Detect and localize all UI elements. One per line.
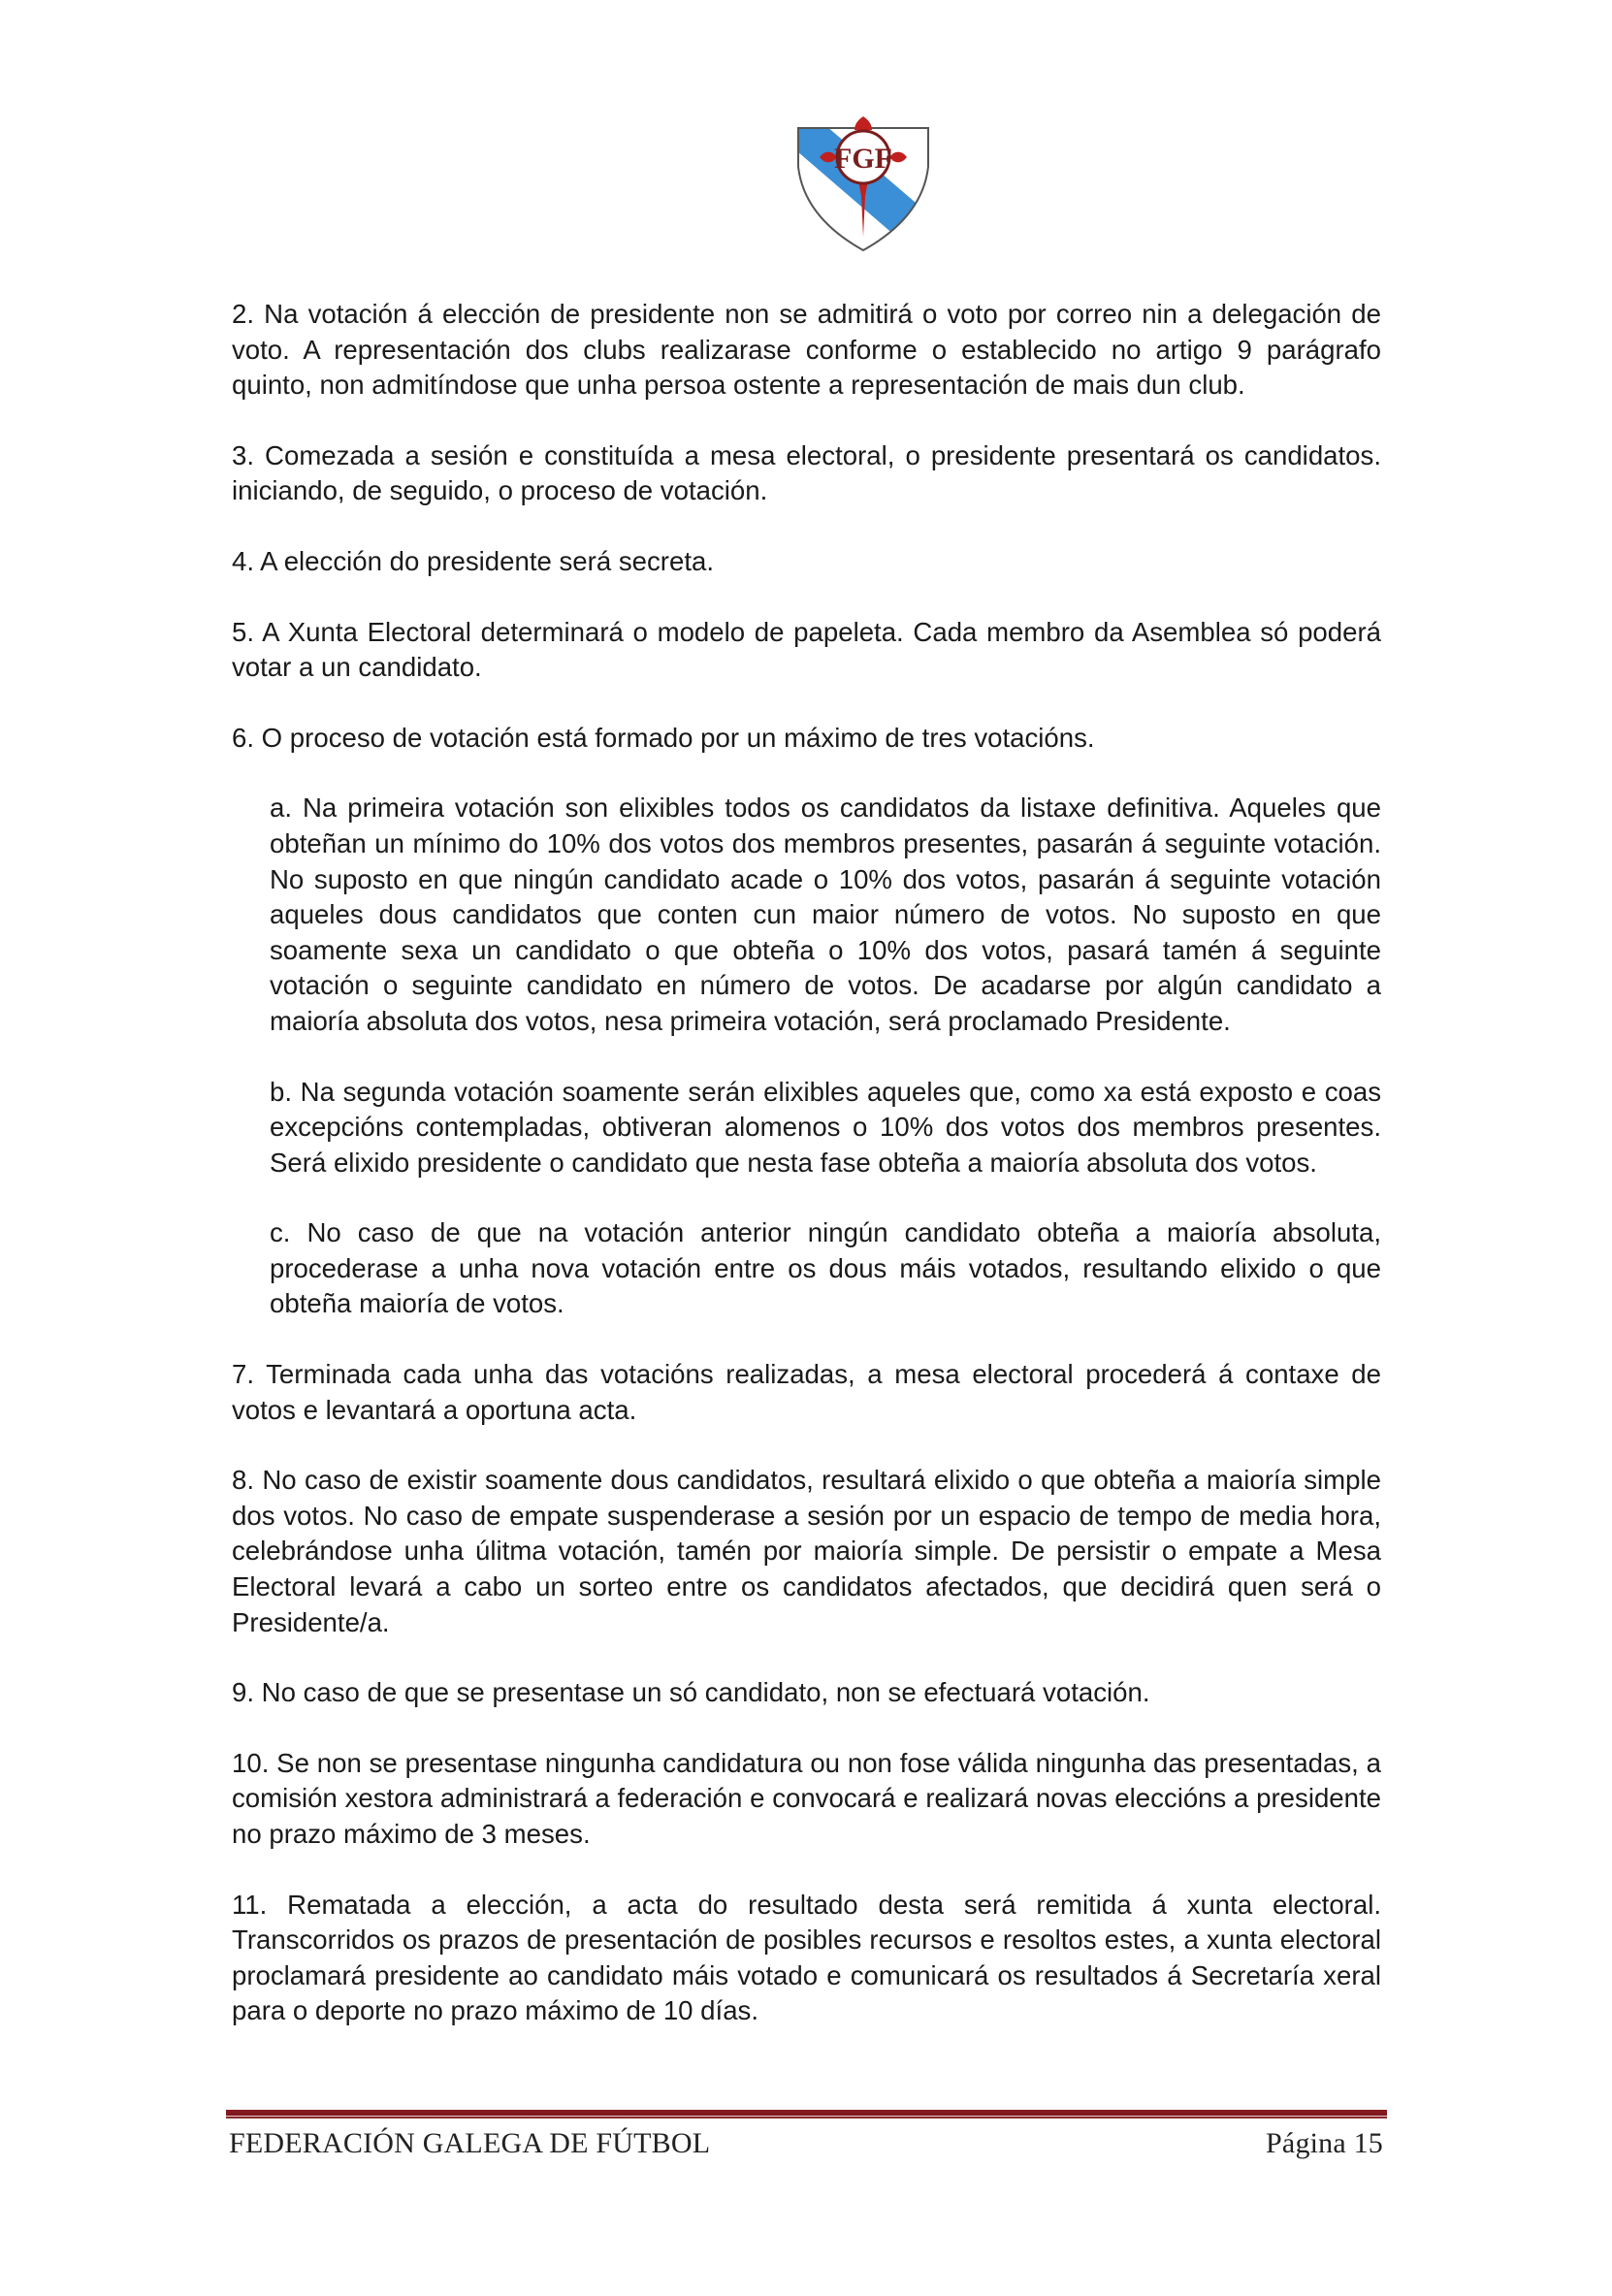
page-footer bbox=[229, 2127, 1383, 2160]
paragraph-6: 6. O proceso de votación está formado por un máximo de tres votacións. bbox=[232, 722, 1095, 753]
sub-item-c: c. No caso de que na votación anterior ningún candidato obteña a maioría absoluta, procederase a unha nova votación entre os dous máis votados, resultando elixido o que obteña maioría de votos. bbox=[270, 1217, 1381, 1319]
paragraph-8: 8. No caso de existir soamente dous candidatos, resultará elixido o que obteña a maioría simple dos votos. No caso de empate suspenderase a sesión por un espacio de tempo de media hora, celebrándose unha úlitma votación, tamén por maioría simple. De persistir o empate a Mesa Electoral levará a cabo un sorteo entre os candidatos afectados, que decidirá quen será o Presidente/a. bbox=[232, 1465, 1381, 1637]
sub-item-b: b. Na segunda votación soamente serán elixibles aqueles que, como xa está exposto e coas excepcións contempladas, obtiveran alomenos o 10% dos votos dos membros presentes. Será elixido presidente o candidato que nesta fase obteña a maioría absoluta dos votos. bbox=[270, 1076, 1381, 1178]
footer-divider bbox=[226, 2110, 1387, 2119]
paragraph-9: 9. No caso de que se presentase un só candidato, non se efectuará votación. bbox=[232, 1677, 1150, 1708]
footer-organization: FEDERACIÓN GALEGA DE FÚTBOL bbox=[229, 2127, 711, 2159]
sub-item-a: a. Na primeira votación son elixibles todos os candidatos da listaxe definitiva. Aqueles que obteñan un mínimo do 10% dos votos dos membros presentes, pasarán á seguinte votación. No suposto en que ningún candidato acade o 10% dos votos, pasarán á seguinte votación aqueles dous candidatos que conten cun maior número de votos. No suposto en que soamente sexa un candidato o que obteña o 10% dos votos, pasará tamén á seguinte votación o seguinte candidato en número de votos. De acadarse por algún candidato a maioría absoluta dos votos, nesa primeira votación, será proclamado Presidente. bbox=[270, 792, 1381, 1036]
paragraph-5: 5. A Xunta Electoral determinará o modelo de papeleta. Cada membro da Asemblea só poderá votar a un candidato. bbox=[232, 616, 1381, 683]
footer-divider-thin bbox=[226, 2117, 1387, 2118]
page-number: Página 15 bbox=[1266, 2127, 1383, 2159]
paragraph-10: 10. Se non se presentase ningunha candidatura ou non fose válida ningunha das presentadas, a comisión xestora administrará a federación e convocará e realizará novas eleccións a presidente no prazo máximo de 3 meses. bbox=[232, 1747, 1381, 1849]
logo-svg bbox=[790, 109, 936, 254]
paragraph-4: 4. A elección do presidente será secreta. bbox=[232, 545, 714, 576]
paragraph-2: 2. Na votación á elección de presidente non se admitirá o voto por correo nin a delegación de voto. A representación dos clubs realizarase conforme o establecido no artigo 9 parágrafo quinto, non admitíndose que unha persoa ostente a representación de mais dun club. bbox=[232, 299, 1381, 401]
logo-monogram: FGF bbox=[834, 143, 892, 175]
fgf-shield-logo-icon bbox=[790, 109, 936, 254]
paragraph-11: 11. Rematada a elección, a acta do resultado desta será remitida á xunta electoral. Transcorridos os prazos de presentación de posibles recursos e resoltos estes, a xunta electoral proclamará presidente ao candidato máis votado e comunicará os resultados á Secretaría xeral para o deporte no prazo máximo de 10 días. bbox=[232, 1889, 1381, 2026]
paragraph-3: 3. Comezada a sesión e constituída a mesa electoral, o presidente presentará os candidatos. iniciando, de seguido, o proceso de votación. bbox=[232, 439, 1381, 506]
voting-rounds-list bbox=[232, 791, 1381, 1322]
document-body bbox=[232, 297, 1381, 2029]
paragraph-7: 7. Terminada cada unha das votacións realizadas, a mesa electoral procederá á contaxe de votos e levantará a oportuna acta. bbox=[232, 1359, 1381, 1425]
